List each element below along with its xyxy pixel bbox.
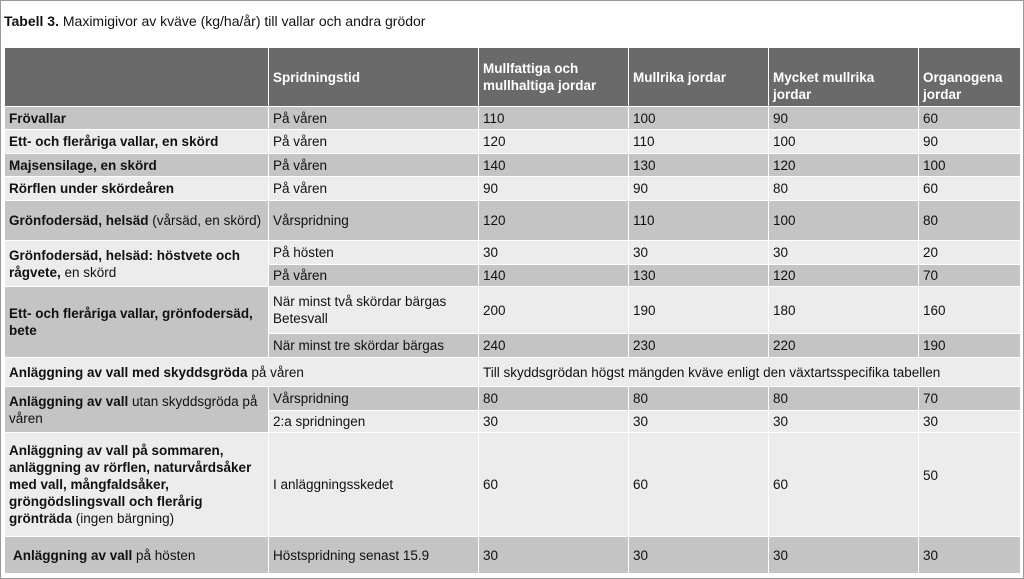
value-cell: 220 [769, 334, 919, 358]
value-cell: 190 [629, 287, 769, 334]
crop-cell: Rörflen under skördeåren [5, 177, 269, 201]
value-cell: 30 [919, 411, 1021, 433]
spread-cell: På våren [269, 130, 479, 154]
value-cell: 30 [629, 537, 769, 574]
value-cell: 50 [919, 433, 1021, 537]
value-cell: 30 [629, 241, 769, 265]
value-cell: 30 [769, 241, 919, 265]
value-cell: 180 [769, 287, 919, 334]
value-cell: 30 [479, 411, 629, 433]
crop-cell: Frövallar [5, 107, 269, 130]
caption-text: Maximigivor av kväve (kg/ha/år) till vallar och andra grödor [58, 13, 426, 29]
value-cell: 110 [629, 201, 769, 241]
value-cell: 80 [769, 387, 919, 411]
table-row [5, 433, 1021, 537]
value-cell: 110 [629, 130, 769, 154]
value-cell: 90 [629, 177, 769, 201]
value-cell: 30 [629, 411, 769, 433]
value-cell: 110 [479, 107, 629, 130]
value-cell: 100 [769, 130, 919, 154]
value-cell: 30 [479, 537, 629, 574]
value-cell: 100 [769, 201, 919, 241]
value-cell: 80 [769, 177, 919, 201]
value-cell: 60 [629, 433, 769, 537]
value-cell: 240 [479, 334, 629, 358]
value-cell: 70 [919, 265, 1021, 287]
spread-cell: På hösten [269, 241, 479, 265]
value-cell: 80 [629, 387, 769, 411]
crop-cell: Ett- och fleråriga vallar, grönfodersäd, bete [5, 287, 269, 358]
spread-cell: När minst två skördar bärgas Betesvall [269, 287, 479, 334]
value-cell: 130 [629, 265, 769, 287]
table-caption [4, 13, 425, 29]
crop-cell: Grönfodersäd, helsäd (vårsäd, en skörd) [5, 201, 269, 241]
value-cell: 100 [919, 154, 1021, 177]
value-cell: 30 [919, 537, 1021, 574]
table-row [5, 358, 1021, 387]
value-cell: 120 [769, 154, 919, 177]
value-cell: 140 [479, 265, 629, 287]
value-cell: 30 [769, 537, 919, 574]
spread-cell: 2:a spridningen [269, 411, 479, 433]
table-row [5, 107, 1021, 130]
spread-cell: På våren [269, 154, 479, 177]
value-cell: 230 [629, 334, 769, 358]
table-row [5, 241, 1021, 265]
header-row [5, 48, 1021, 107]
value-cell: 120 [479, 201, 629, 241]
table-row [5, 130, 1021, 154]
crop-cell: Anläggning av vall på sommaren, anläggning av rörflen, naturvårdsåker med vall, mångfaldsåker, gröngödslingsvall och flerårig grönträda (ingen bärgning) [5, 433, 269, 537]
nitrogen-table [4, 47, 1021, 574]
spread-cell: När minst tre skördar bärgas [269, 334, 479, 358]
crop-cell: Majsensilage, en skörd [5, 154, 269, 177]
crop-cell: Grönfodersäd, helsäd: höstvete och rågvete, en skörd [5, 241, 269, 287]
header-c4: Organogena jordar [919, 48, 1021, 107]
spread-cell: Vårspridning [269, 201, 479, 241]
value-cell: 60 [919, 177, 1021, 201]
caption-label: Tabell 3. [4, 13, 59, 29]
value-cell: 120 [769, 265, 919, 287]
value-cell: 200 [479, 287, 629, 334]
table-row [5, 287, 1021, 334]
crop-cell: Anläggning av vall med skyddsgröda på våren [5, 358, 479, 387]
value-cell: 90 [919, 130, 1021, 154]
spread-cell: På våren [269, 177, 479, 201]
value-cell: 120 [479, 130, 629, 154]
value-cell: 70 [919, 387, 1021, 411]
table-row [5, 154, 1021, 177]
value-cell: 160 [919, 287, 1021, 334]
header-crop [5, 48, 269, 107]
crop-cell: Anläggning av vall på hösten [5, 537, 269, 574]
spread-cell: På våren [269, 265, 479, 287]
header-spread: Spridningstid [269, 48, 479, 107]
header-c2: Mullrika jordar [629, 48, 769, 107]
value-cell: 100 [629, 107, 769, 130]
spread-cell: Höstspridning senast 15.9 [269, 537, 479, 574]
table-row [5, 387, 1021, 411]
spread-cell: I anläggningsskedet [269, 433, 479, 537]
spread-cell: På våren [269, 107, 479, 130]
value-cell: 130 [629, 154, 769, 177]
crop-cell: Anläggning av vall utan skyddsgröda på våren [5, 387, 269, 433]
value-cell: 80 [479, 387, 629, 411]
value-cell: 60 [769, 433, 919, 537]
value-cell: 30 [769, 411, 919, 433]
value-cell: 20 [919, 241, 1021, 265]
value-cell: 190 [919, 334, 1021, 358]
value-cell: 80 [919, 201, 1021, 241]
value-cell: 90 [769, 107, 919, 130]
value-cell: 90 [479, 177, 629, 201]
value-cell: 140 [479, 154, 629, 177]
value-cell: 60 [919, 107, 1021, 130]
header-c3: Mycket mullrika jordar [769, 48, 919, 107]
header-c1: Mullfattiga och mullhaltiga jordar [479, 48, 629, 107]
value-cell: 30 [479, 241, 629, 265]
table-row [5, 201, 1021, 241]
crop-cell: Ett- och fleråriga vallar, en skörd [5, 130, 269, 154]
note-cell: Till skyddsgrödan högst mängden kväve enligt den växtartsspecifika tabellen [479, 358, 1021, 387]
value-cell: 60 [479, 433, 629, 537]
spread-cell: Vårspridning [269, 387, 479, 411]
table-row [5, 537, 1021, 574]
table-row [5, 177, 1021, 201]
